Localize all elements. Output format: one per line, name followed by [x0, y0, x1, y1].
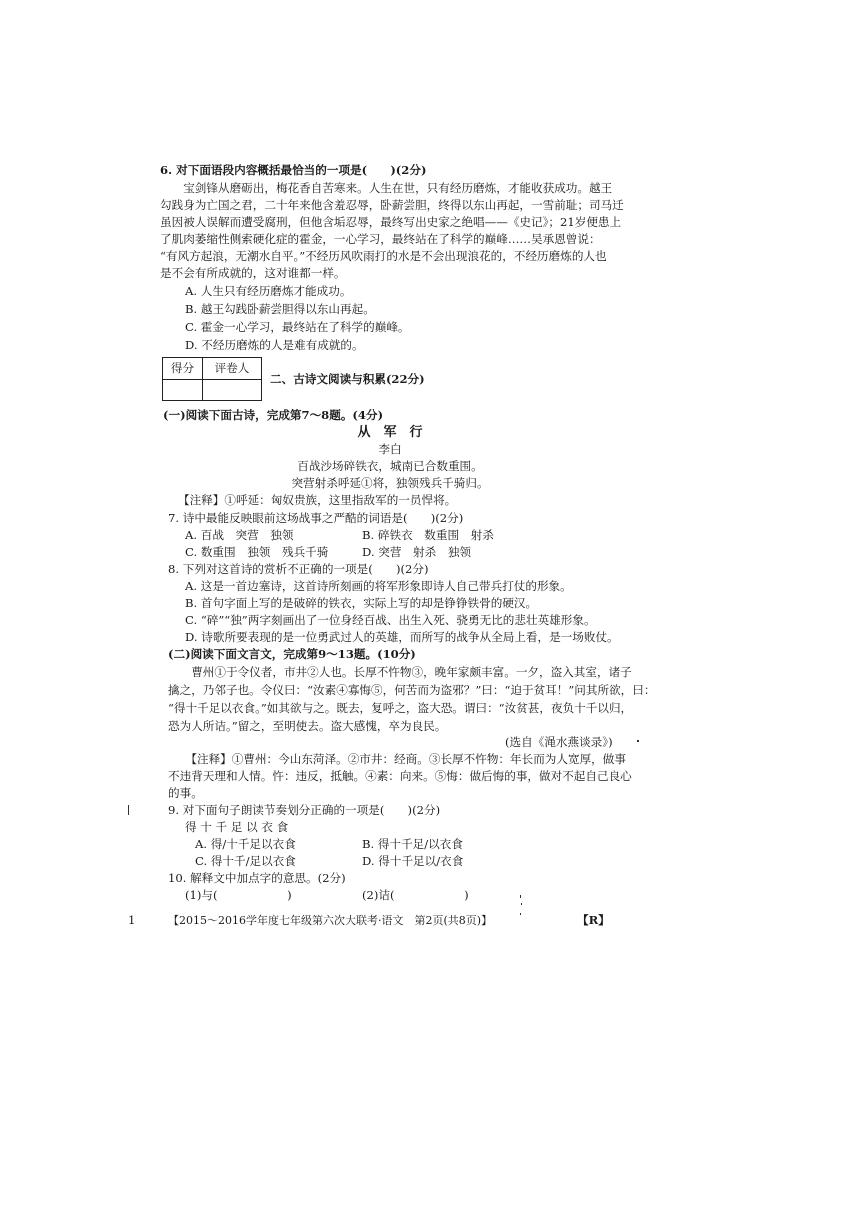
- q7-stem: 7. 诗中最能反映眼前这场战事之严酷的词语是( )(2分): [168, 511, 464, 525]
- q6-passage-line: 宝剑锋从磨砺出，梅花香自苦寒来。人生在世，只有经历磨炼，才能收获成功。越王: [160, 181, 613, 195]
- part1-heading: (一)阅读下面古诗，完成第7～8题。(4分): [163, 408, 384, 422]
- part2-note-line: 不违背天理和人情。忤：违反，抵触。④素：向来。⑤悔：做后悔的事，做对不起自己良心: [168, 769, 632, 783]
- q6-option-d: D. 不经历磨炼的人是难有成就的。: [185, 338, 364, 352]
- part2-passage-line: 曹州①于令仪者，市井②人也。长厚不忤物③，晚年家颇丰富。一夕，盗入其室，诸子: [168, 665, 632, 679]
- scan-mark: [128, 805, 129, 815]
- poem-note: 【注释】①呼延：匈奴贵族，这里指敌军的一员悍将。: [178, 493, 457, 507]
- q8-stem: 8. 下列对这首诗的赏析不正确的一项是( )(2分): [168, 562, 429, 576]
- part2-passage-line: 恐为人所诘。”留之，至明使去。盗大感愧，卒为良民。: [168, 719, 447, 733]
- part2-passage-line: 擒之，乃邻子也。令仪曰：“汝素④寡悔⑤，何苦而为盗邪？”曰：“迫于贫耳！”问其所欲，曰：: [168, 683, 656, 697]
- poem-line: 突营射杀呼延①将，独领残兵千骑归。: [291, 476, 489, 490]
- poem-title: 从 军 行: [357, 425, 423, 440]
- part2-passage-line: “得十千足以衣食。”如其欲与之。既去，复呼之，盗大恐。谓曰：“汝贫甚，夜负十千以归，: [168, 701, 633, 715]
- q10-blank-2: (2)诘( ): [362, 888, 469, 902]
- q7-option-a: A. 百战 突营 独领: [185, 528, 294, 542]
- q8-option-a: A. 这是一首边塞诗，这首诗所刻画的将军形象即诗人自己带兵打仗的形象。: [185, 579, 572, 593]
- footer-tag: 【R】: [577, 913, 610, 927]
- q6-option-b: B. 越王勾践卧薪尝胆得以东山再起。: [185, 302, 375, 316]
- q9-sentence: 得 十 千 足 以 衣 食: [185, 820, 289, 834]
- q9-option-d: D. 得十千足以/衣食: [362, 854, 464, 868]
- q8-option-c: C. “碎”“独”两字刻画出了一位身经百战、出生入死、骁勇无比的悲壮英雄形象。: [185, 613, 596, 627]
- q6-passage-line: 虽因被人误解而遭受腐刑，但他含垢忍辱，最终写出史家之绝唱——《史记》；21岁便患上: [160, 215, 622, 229]
- q8-option-d: D. 诗歌所要表现的是一位勇武过人的英雄，而所写的战争从全局上看，是一场败仗。: [185, 630, 619, 644]
- scan-mark: [521, 903, 522, 905]
- q6-option-a: A. 人生只有经历磨炼才能成功。: [185, 284, 352, 298]
- footer-text: 【2015～2016学年度七年级第六次大联考·语文 第2页(共8页)】: [168, 914, 493, 927]
- poem-line: 百战沙场碎铁衣，城南已合数重围。: [297, 459, 483, 473]
- part2-heading: (二)阅读下面文言文，完成第9～13题。(10分): [168, 647, 416, 661]
- q9-option-c: C. 得十千/足以衣食: [195, 854, 296, 868]
- scan-mark: [520, 913, 521, 915]
- q6-passage-line: “有风方起浪，无潮水自平。”不经历风吹雨打的水是不会出现浪花的，不经历磨炼的人也: [160, 249, 607, 263]
- q6-passage-line: 勾践身为亡国之君，二十年来他含羞忍辱，卧薪尝胆，终得以东山再起，一雪前耻；司马迁: [160, 198, 624, 212]
- grader-cell: [202, 379, 261, 401]
- q9-stem: 9. 对下面句子朗读节奏划分正确的一项是( )(2分): [168, 803, 441, 817]
- score-box: [162, 357, 262, 401]
- q7-option-b: B. 碎铁衣 数重围 射杀: [362, 528, 494, 542]
- score-cell: [163, 379, 203, 401]
- section-2-title: 二、古诗文阅读与积累(22分): [270, 372, 425, 386]
- q7-option-d: D. 突营 射杀 独领: [362, 545, 472, 559]
- q6-stem: 6. 对下面语段内容概括最恰当的一项是( )(2分): [160, 163, 427, 177]
- q6-passage-line: 了肌肉萎缩性侧索硬化症的霍金，一心学习，最终站在了科学的巅峰……吴承恩曾说：: [160, 232, 601, 246]
- part2-note-line: 【注释】①曹州：今山东菏泽。②市井：经商。③长厚不忤物：年长而为人宽厚，做事: [168, 752, 626, 766]
- footer-left-mark: 1: [128, 913, 136, 927]
- score-label: 得分: [163, 358, 203, 380]
- part2-note-line: 的事。: [168, 786, 203, 800]
- q7-option-c: C. 数重围 独领 残兵千骑: [185, 545, 329, 559]
- q8-option-b: B. 首句字面上写的是破碎的铁衣，实际上写的却是铮铮铁骨的硬汉。: [185, 596, 538, 610]
- q9-option-b: B. 得十千足/以衣食: [362, 837, 463, 851]
- q10-stem: 10. 解释文中加点字的意思。(2分): [168, 871, 346, 885]
- q6-option-c: C. 霍金一心学习，最终站在了科学的巅峰。: [185, 320, 410, 334]
- q10-blank-1: (1)与( ): [185, 888, 292, 902]
- grader-label: 评卷人: [202, 358, 261, 380]
- q9-option-a: A. 得/十千足以衣食: [195, 837, 296, 851]
- scan-mark: [520, 895, 521, 898]
- poem-author: 李白: [378, 442, 402, 456]
- q6-passage-line: 是不会有所成就的，这对谁都一样。: [160, 266, 346, 280]
- scan-mark: [637, 740, 639, 742]
- part2-source: (选自《渑水燕谈录》): [505, 735, 613, 749]
